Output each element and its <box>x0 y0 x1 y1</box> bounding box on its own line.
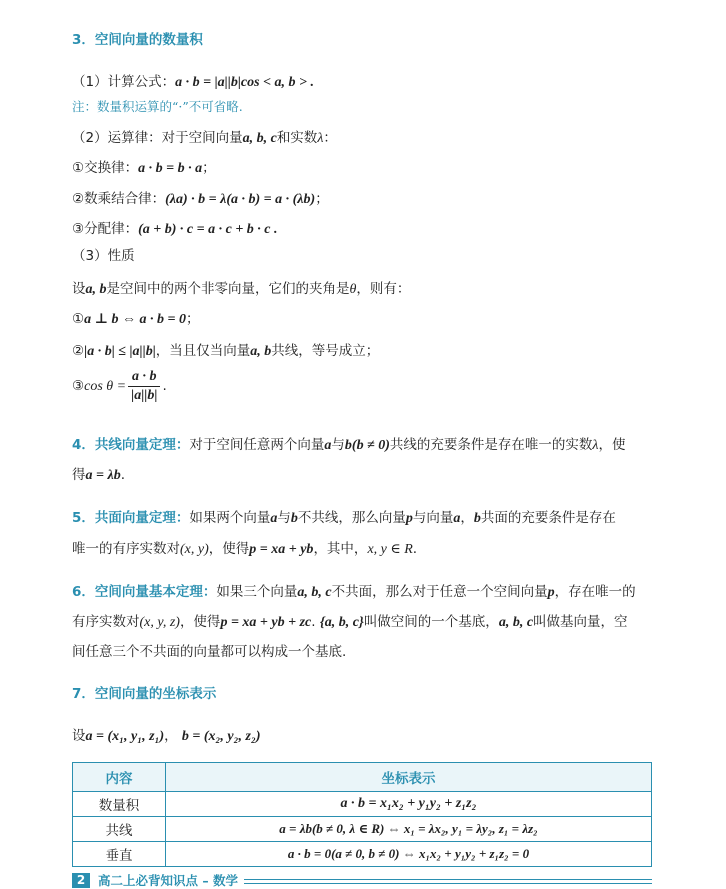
table-cell: 垂直 <box>73 842 166 867</box>
property-inequality: ②|a · b| ≤ |a||b|，当且仅当向量a, b共线，等号成立； <box>72 343 380 359</box>
page-number: 2 <box>72 873 90 888</box>
formula-dot-product: （1）计算公式：a · b = |a||b|cos < a, b > . <box>72 74 315 90</box>
footer-rule <box>244 879 652 880</box>
section-4-line2: 得a = λb. <box>72 467 125 483</box>
section-4-heading: 4．共线向量定理： <box>72 437 190 453</box>
section-5-line1: 5．共面向量定理：如果两个向量a与b不共线，那么向量p与向量a，b共面的充要条件是存在 <box>72 510 616 526</box>
table-row <box>73 842 652 867</box>
property-perpendicular: ①a ⊥ b ⇔ a · b = 0； <box>72 311 200 327</box>
cosine-fraction: $\frac{a \cdot b}{|a||b|}$ <box>128 368 160 405</box>
table-row <box>73 817 652 842</box>
law-commutative: ①交换律：a · b = b · a； <box>72 160 216 176</box>
properties-label: （3）性质 <box>72 248 135 264</box>
section-3-heading: 3．空间向量的数量积 <box>72 32 203 48</box>
footer-rule <box>244 883 652 884</box>
property-cosine: ③cos θ = $\frac{a \cdot b}{|a||b|}$ . <box>72 368 167 403</box>
table-cell: a = λb(b ≠ 0, λ ∈ R) ⇔ x₁ = λx₂, y₁ = λy₂, z₁ = λz₂ <box>166 817 652 842</box>
note-dot-symbol: 注：数量积运算的“·”不可省略. <box>72 99 243 114</box>
section-4-line1: 4．共线向量定理：对于空间任意两个向量a与b(b ≠ 0)共线的充要条件是存在唯一的实数λ，使 <box>72 437 626 453</box>
table-header-row <box>73 763 652 792</box>
table-cell: a · b = x₁x₂ + y₁y₂ + z₁z₂ <box>166 792 652 817</box>
section-6-heading: 6．空间向量基本定理： <box>72 584 217 600</box>
table-row <box>73 792 652 817</box>
section-6-line1: 6．空间向量基本定理：如果三个向量a, b, c不共面，那么对于任意一个空间向量p，存在唯一的 <box>72 584 636 600</box>
section-7-heading: 7．空间向量的坐标表示 <box>72 686 217 702</box>
section-6-line3: 间任意三个不共面的向量都可以构成一个基底. <box>72 644 347 660</box>
table-header: 内容 <box>73 763 166 792</box>
section-5-line2: 唯一的有序实数对(x, y)，使得p = xa + yb，其中，x, y ∈ R. <box>72 541 418 557</box>
law-scalar-associative: ②数乘结合律：(λa) · b = λ(a · b) = a · (λb)； <box>72 191 329 207</box>
coordinate-intro: 设a = (x₁, y₁, z₁)， b = (x₂, y₂, z₂) <box>72 728 261 744</box>
coordinate-table <box>72 762 652 867</box>
law-distributive: ③分配律：(a + b) · c = a · c + b · c . <box>72 221 278 237</box>
page-footer <box>72 872 652 889</box>
table-header: 坐标表示 <box>166 763 652 792</box>
footer-title: 高二上必背知识点 – 数学 <box>98 873 238 888</box>
properties-intro: 设a, b是空间中的两个非零向量，它们的夹角是θ，则有： <box>72 281 411 297</box>
section-5-heading: 5．共面向量定理： <box>72 510 190 526</box>
table-cell: 数量积 <box>73 792 166 817</box>
section-6-line2: 有序实数对(x, y, z)，使得p = xa + yb + zc. {a, b, c}叫做空间的一个基底，a, b, c叫做基向量，空 <box>72 614 628 630</box>
table-cell: 共线 <box>73 817 166 842</box>
operation-laws-intro: （2）运算律：对于空间向量a, b, c和实数λ： <box>72 130 337 146</box>
table-cell: a · b = 0(a ≠ 0, b ≠ 0) ⇔ x₁x₂ + y₁y₂ + z₁z₂ = 0 <box>166 842 652 867</box>
